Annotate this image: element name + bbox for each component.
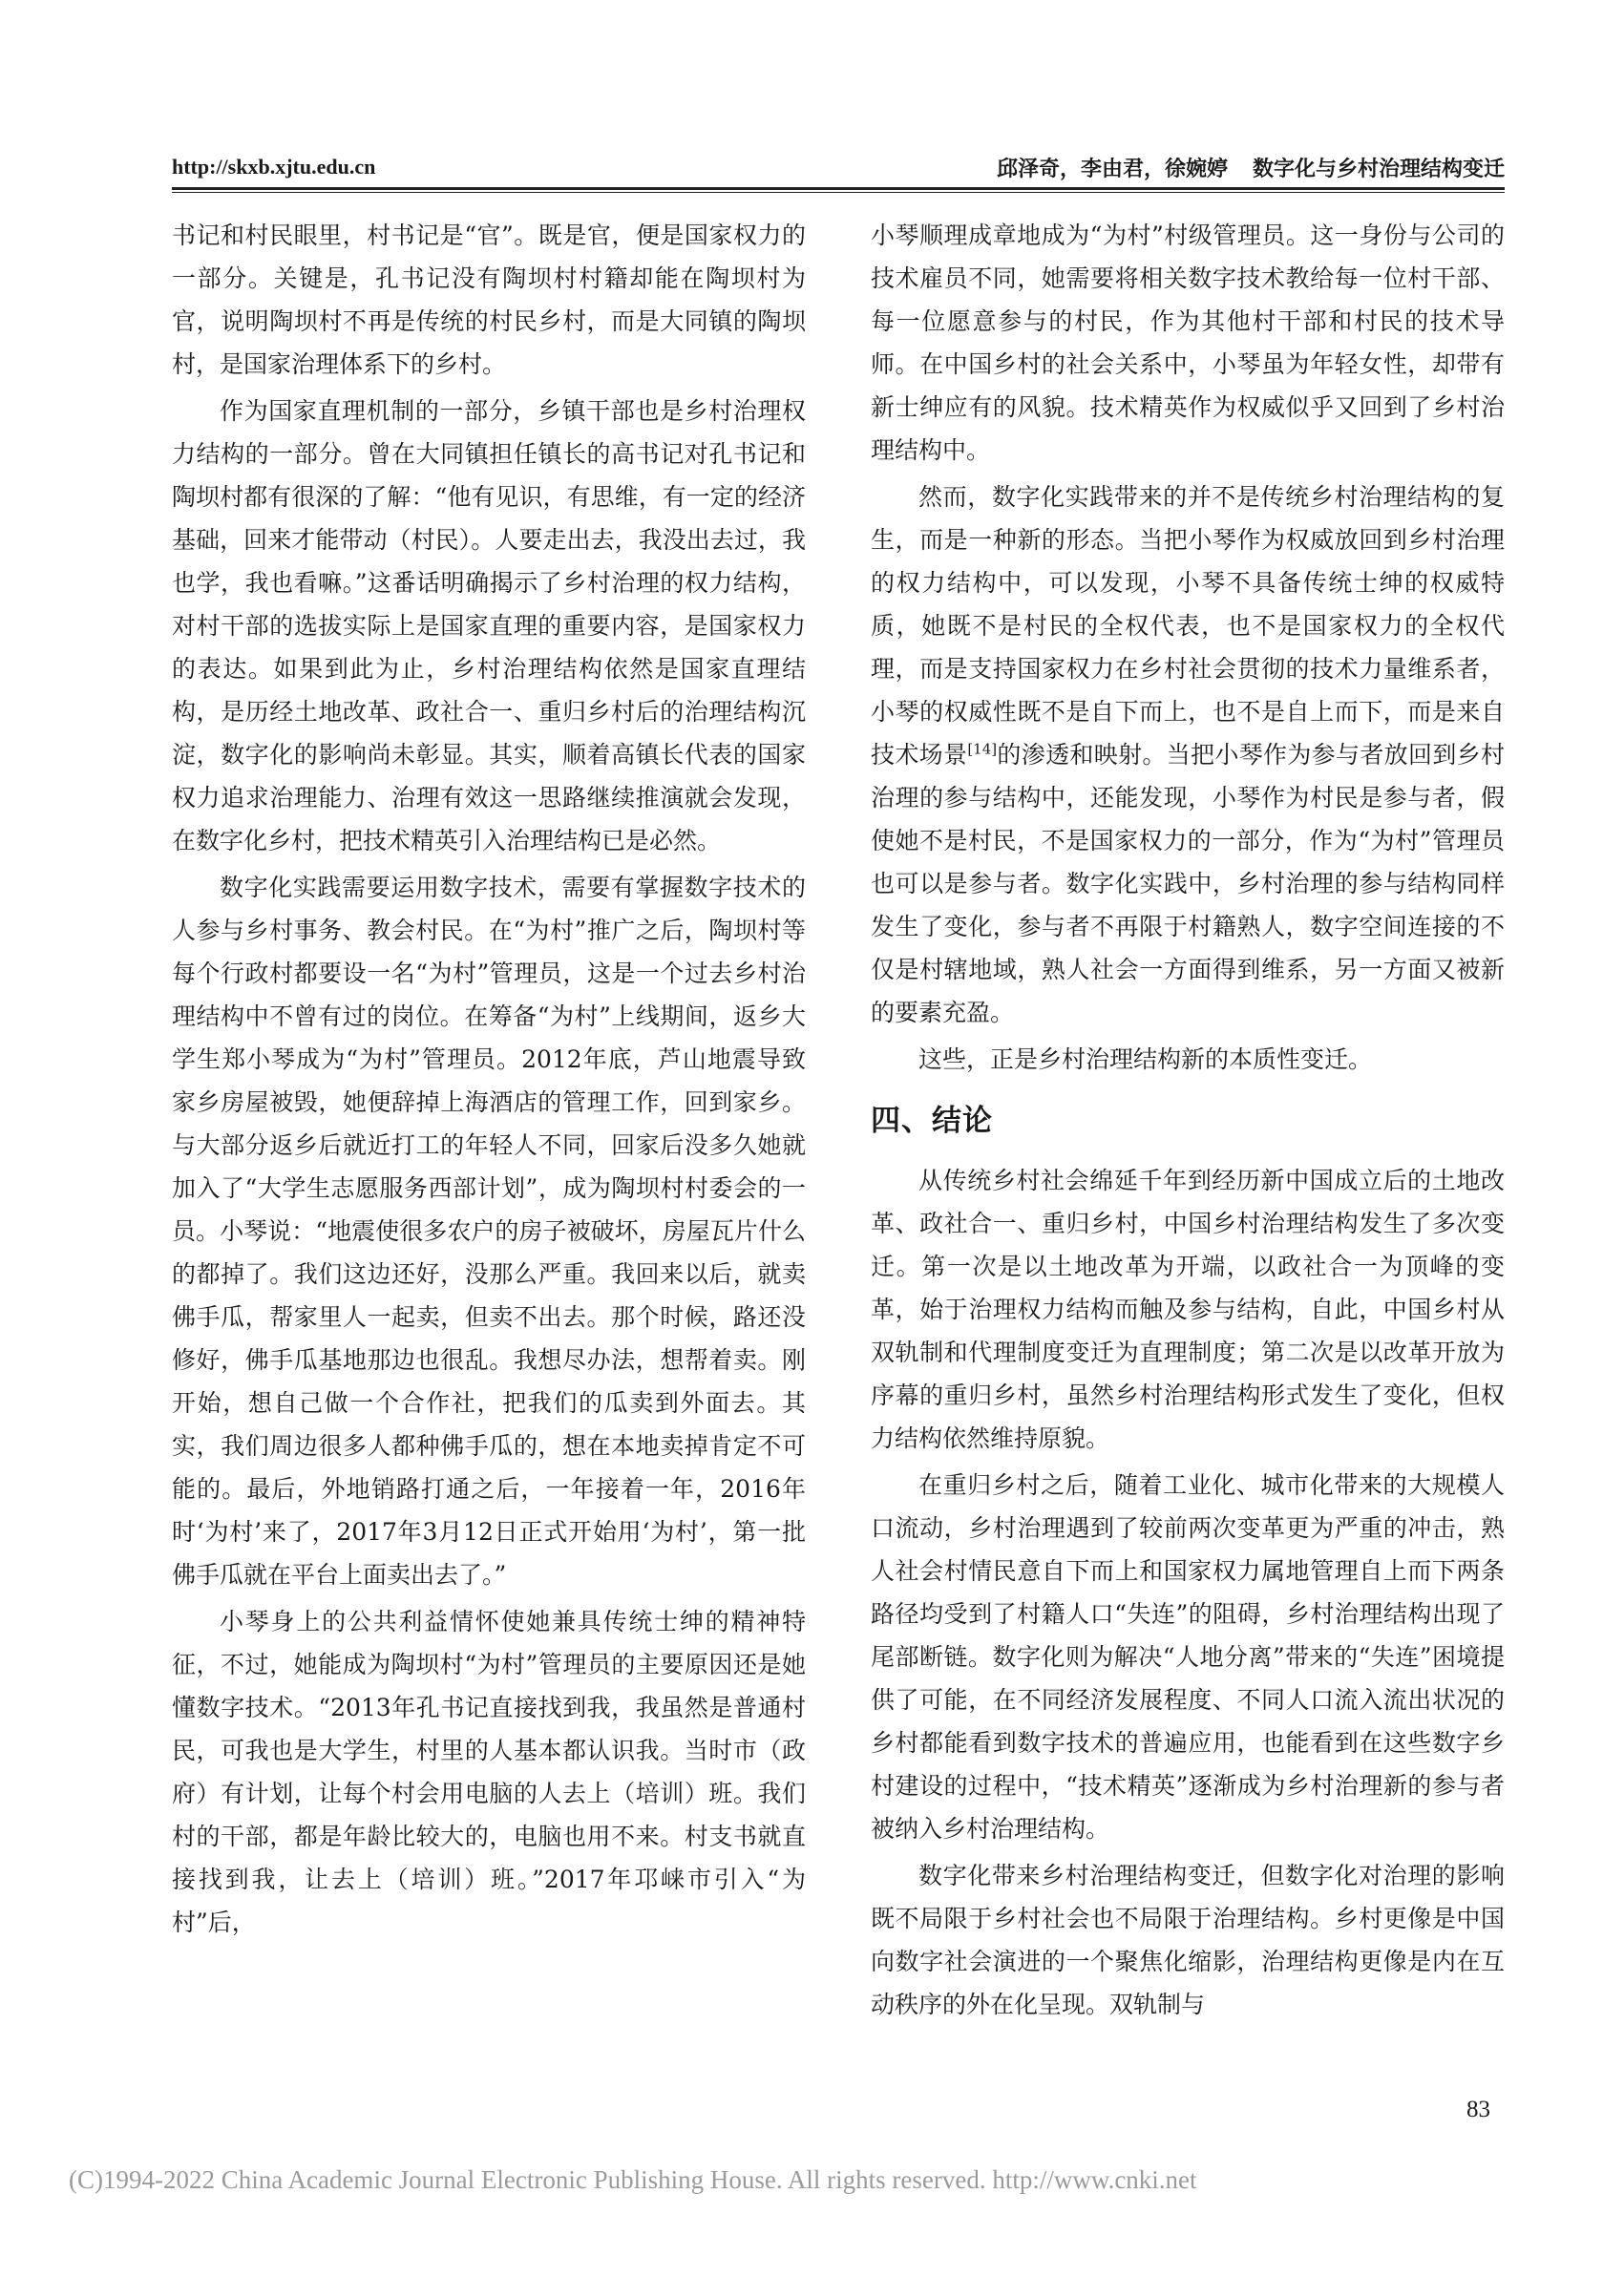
- header-authors: 邱泽奇，李由君，徐婉婷: [996, 157, 1228, 181]
- paragraph-text: 然而，数字化实践带来的并不是传统乡村治理结构的复生，而是一种新的形态。当把小琴作为权威放回到乡村治理的权力结构中，可以发现，小琴不具备传统士绅的权威特质，她既不是村民的全权代表，也不是国家权力的全权代理，而是支持国家权力在乡村社会贯彻的技术力量维系者，小琴的权威性既不是自下而上，也不是自上而下，而是来自技术场景: [871, 483, 1505, 769]
- paragraph: 这些，正是乡村治理结构新的本质性变迁。: [918, 1045, 1373, 1073]
- paragraph: 数字化带来乡村治理结构变迁，但数字化对治理的影响既不局限于乡村社会也不局限于治理结构。乡村更像是中国向数字社会演进的一个聚焦化缩影，治理结构更像是内在互动秩序的外在化呈现。双轨制与: [871, 1862, 1505, 2018]
- right-column: [871, 214, 1505, 2026]
- copyright-footer: (C)1994-2022 China Academic Journal Electronic Publishing House. All rights reserved. http://www.cnki.net: [69, 2165, 1197, 2194]
- paragraph: 作为国家直理机制的一部分，乡镇干部也是乡村治理权力结构的一部分。曾在大同镇担任镇长的高书记对孔书记和陶坝村都有很深的了解：“他有见识，有思维，有一定的经济基础，回来才能带动（村民）。人要走出去，我没出去过，我也学，我也看嘛。”这番话明确揭示了乡村治理的权力结构，对村干部的选拔实际上是国家直理的重要内容，是国家权力的表达。如果到此为止，乡村治理结构依然是国家直理结构，是历经土地改革、政社合一、重归乡村后的治理结构沉淀，数字化的影响尚未彰显。其实，顺着高镇长代表的国家权力追求治理能力、治理有效这一思路继续推演就会发现，在数字化乡村，把技术精英引入治理结构已是必然。: [172, 397, 806, 854]
- left-column: [172, 214, 806, 1944]
- paragraph: [871, 475, 1505, 1034]
- header-right: [997, 153, 1505, 182]
- header-title: 数字化与乡村治理结构变迁: [1252, 157, 1505, 181]
- section-heading: 四、结论: [871, 1104, 993, 1138]
- header-rule-thin: [172, 192, 1505, 193]
- paragraph: 在重归乡村之后，随着工业化、城市化带来的大规模人口流动，乡村治理遇到了较前两次变革更为严重的冲击，熟人社会村情民意自下而上和国家权力属地管理自上而下两条路径均受到了村籍人口“失连”的阻碍，乡村治理结构出现了尾部断链。数字化则为解决“人地分离”带来的“失连”困境提供了可能，在不同经济发展程度、不同人口流入流出状况的乡村都能看到数字技术的普遍应用，也能看到在这些数字乡村建设的过程中，“技术精英”逐渐成为乡村治理新的参与者被纳入乡村治理结构。: [871, 1471, 1505, 1843]
- running-header: [172, 151, 1505, 185]
- citation-ref[interactable]: [14]: [967, 740, 998, 758]
- paragraph: 从传统乡村社会绵延千年到经历新中国成立后的土地改革、政社合一、重归乡村，中国乡村治理结构发生了多次变迁。第一次是以土地改革为开端，以政社合一为顶峰的变革，始于治理权力结构而触及参与结构，自此，中国乡村从双轨制和代理制度变迁为直理制度；第二次是以改革开放为序幕的重归乡村，虽然乡村治理结构形式发生了变化，但权力结构依然维持原貌。: [871, 1167, 1505, 1452]
- paragraph-text: 的渗透和映射。当把小琴作为参与者放回到乡村治理的参与结构中，还能发现，小琴作为村民是参与者，假使她不是村民，不是国家权力的一部分，作为“为村”管理员也可以是参与者。数字化实践中，乡村治理的参与结构同样发生了变化，参与者不再限于村籍熟人，数字空间连接的不仅是村辖地域，熟人社会一方面得到维系，另一方面又被新的要素充盈。: [871, 741, 1505, 1026]
- paragraph: 书记和村民眼里，村书记是“官”。既是官，便是国家权力的一部分。关键是，孔书记没有陶坝村村籍却能在陶坝村为官，说明陶坝村不再是传统的村民乡村，而是大同镇的陶坝村，是国家治理体系下的乡村。: [172, 221, 806, 378]
- paragraph: 小琴顺理成章地成为“为村”村级管理员。这一身份与公司的技术雇员不同，她需要将相关数字技术教给每一位村干部、每一位愿意参与的村民，作为其他村干部和村民的技术导师。在中国乡村的社会关系中，小琴虽为年轻女性，却带有新士绅应有的风貌。技术精英作为权威似乎又回到了乡村治理结构中。: [871, 221, 1505, 464]
- journal-url[interactable]: http://skxb.xjtu.edu.cn: [172, 155, 376, 179]
- page-number: 83: [1466, 2097, 1490, 2122]
- paragraph: 数字化实践需要运用数字技术，需要有掌握数字技术的人参与乡村事务、教会村民。在“为村”推广之后，陶坝村等每个行政村都要设一名“为村”管理员，这是一个过去乡村治理结构中不曾有过的岗位。在筹备“为村”上线期间，返乡大学生郑小琴成为“为村”管理员。2012年底，芦山地震导致家乡房屋被毁，她便辞掉上海酒店的管理工作，回到家乡。与大部分返乡后就近打工的年轻人不同，回家后没多久她就加入了“大学生志愿服务西部计划”，成为陶坝村村委会的一员。小琴说：“地震使很多农户的房子被破坏，房屋瓦片什么的都掉了。我们这边还好，没那么严重。我回来以后，就卖佛手瓜，帮家里人一起卖，但卖不出去。那个时候，路还没修好，佛手瓜基地那边也很乱。我想尽办法，想帮着卖。刚开始，想自己做一个合作社，把我们的瓜卖到外面去。其实，我们周边很多人都种佛手瓜的，想在本地卖掉肯定不可能的。最后，外地销路打通之后，一年接着一年，2016年时‘为村’来了，2017年3月12日正式开始用‘为村’，第一批佛手瓜就在平台上面卖出去了。”: [172, 874, 806, 1589]
- header-rule-thick: [172, 187, 1505, 190]
- paragraph: 小琴身上的公共利益情怀使她兼具传统士绅的精神特征，不过，她能成为陶坝村“为村”管理员的主要原因还是她懂数字技术。“2013年孔书记直接找到我，我虽然是普通村民，可我也是大学生，村里的人基本都认识我。当时市（政府）有计划，让每个村会用电脑的人去上（培训）班。我们村的干部，都是年龄比较大的，电脑也用不来。村支书就直接找到我，让去上（培训）班。”2017年邛崃市引入“为村”后，: [172, 1608, 806, 1936]
